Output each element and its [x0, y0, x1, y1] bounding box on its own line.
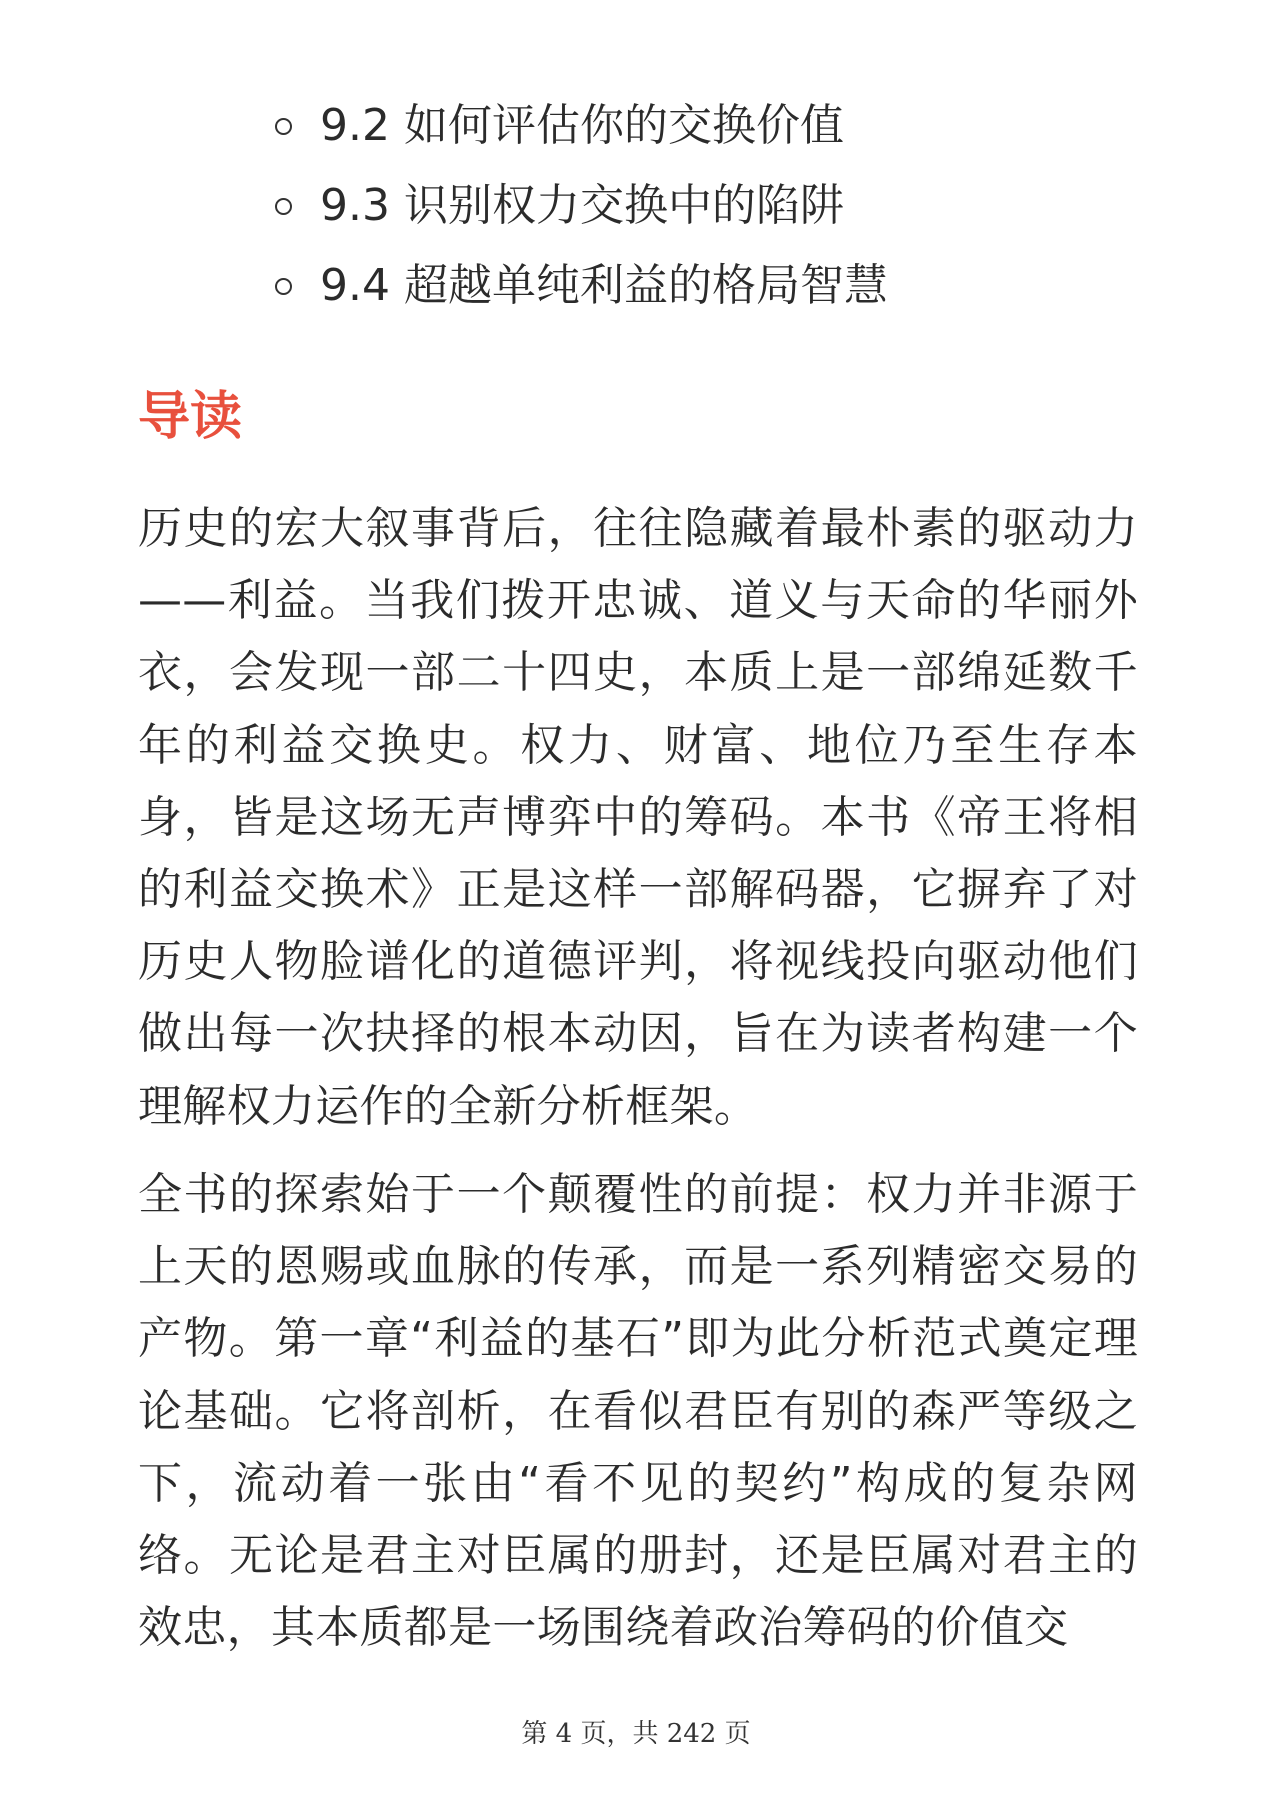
page-number-footer: 第 4 页，共 242 页 [521, 1719, 751, 1749]
toc-item-text: 9.2 如何评估你的交换价值 [320, 100, 844, 151]
hollow-circle-bullet-icon [275, 278, 292, 295]
toc-item-text: 9.3 识别权力交换中的陷阱 [320, 180, 844, 231]
hollow-circle-bullet-icon [275, 198, 292, 215]
body-paragraph: 历史的宏大叙事背后，往往隐藏着最朴素的驱动力——利益。当我们拨开忠诚、道义与天命的华丽外衣，会发现一部二十四史，本质上是一部绵延数千年的利益交换史。权力、财富、地位乃至生存本身，皆是这场无声博弈中的筹码。本书《帝王将相的利益交换术》正是这样一部解码器，它摒弃了对历史人物脸谱化的道德评判，将视线投向驱动他们做出每一次抉择的根本动因，旨在为读者构建一个理解权力运作的全新分析框架。 [138, 503, 1138, 1132]
hollow-circle-bullet-icon [275, 118, 292, 135]
toc-item-text: 9.4 超越单纯利益的格局智慧 [320, 260, 888, 311]
body-paragraph: 全书的探索始于一个颠覆性的前提：权力并非源于上天的恩赐或血脉的传承，而是一系列精密交易的产物。第一章“利益的基石”即为此分析范式奠定理论基础。它将剖析，在看似君臣有别的森严等级之下，流动着一张由“看不见的契约”构成的复杂网络。无论是君主对臣属的册封，还是臣属对君主的效忠，其本质都是一场围绕着政治筹码的价值交 [138, 1169, 1138, 1654]
table-of-contents-list [275, 86, 1175, 326]
section-heading: 导读 [138, 387, 243, 447]
toc-item [275, 246, 1175, 326]
toc-item [275, 166, 1175, 246]
toc-item [275, 86, 1175, 166]
